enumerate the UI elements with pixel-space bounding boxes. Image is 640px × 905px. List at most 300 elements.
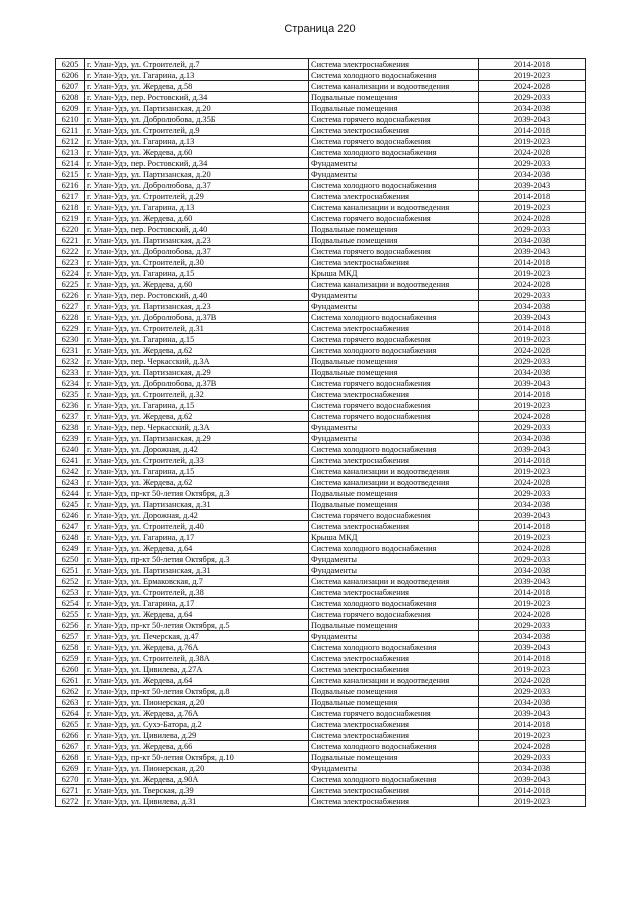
table-row <box>56 785 586 796</box>
work-type-cell: Система канализации и водоотведения <box>309 202 479 213</box>
address-cell: г. Улан-Удэ, пр-кт 50-летия Октября, д.8 <box>85 686 309 697</box>
address-cell: г. Улан-Удэ, ул. Партизанская, д.31 <box>85 499 309 510</box>
work-type-cell: Система канализации и водоотведения <box>309 466 479 477</box>
work-type-cell: Крыша МКД <box>309 268 479 279</box>
table-row <box>56 587 586 598</box>
row-number: 6263 <box>56 697 85 708</box>
address-cell: г. Улан-Удэ, ул. Дорожная, д.42 <box>85 444 309 455</box>
address-cell: г. Улан-Удэ, пер. Ростовский, д.34 <box>85 158 309 169</box>
row-number: 6233 <box>56 367 85 378</box>
table-row <box>56 488 586 499</box>
address-cell: г. Улан-Удэ, ул. Жердева, д.62 <box>85 345 309 356</box>
work-type-cell: Система горячего водоснабжения <box>309 136 479 147</box>
row-number: 6249 <box>56 543 85 554</box>
address-cell: г. Улан-Удэ, ул. Добролюбова, д.37 <box>85 180 309 191</box>
row-number: 6220 <box>56 224 85 235</box>
work-type-cell: Подвальные помещения <box>309 367 479 378</box>
address-cell: г. Улан-Удэ, ул. Строителей, д.33 <box>85 455 309 466</box>
row-number: 6234 <box>56 378 85 389</box>
period-cell: 2014-2018 <box>479 257 586 268</box>
period-cell: 2029-2033 <box>479 92 586 103</box>
address-cell: г. Улан-Удэ, ул. Добролюбова, д.35Б <box>85 114 309 125</box>
row-number: 6270 <box>56 774 85 785</box>
table-row <box>56 664 586 675</box>
address-cell: г. Улан-Удэ, пер. Ростовский, д.40 <box>85 224 309 235</box>
table-row <box>56 312 586 323</box>
period-cell: 2024-2028 <box>479 675 586 686</box>
work-type-cell: Система горячего водоснабжения <box>309 510 479 521</box>
work-type-cell: Система электроснабжения <box>309 59 479 70</box>
work-type-cell: Система канализации и водоотведения <box>309 675 479 686</box>
row-number: 6207 <box>56 81 85 92</box>
work-type-cell: Фундаменты <box>309 565 479 576</box>
row-number: 6217 <box>56 191 85 202</box>
work-type-cell: Подвальные помещения <box>309 224 479 235</box>
period-cell: 2029-2033 <box>479 686 586 697</box>
row-number: 6237 <box>56 411 85 422</box>
work-type-cell: Система горячего водоснабжения <box>309 114 479 125</box>
repair-schedule-table <box>55 58 586 807</box>
period-cell: 2039-2043 <box>479 180 586 191</box>
work-type-cell: Система холодного водоснабжения <box>309 598 479 609</box>
address-cell: г. Улан-Удэ, ул. Строителей, д.9 <box>85 125 309 136</box>
table-row <box>56 741 586 752</box>
address-cell: г. Улан-Удэ, пр-кт 50-летия Октября, д.3 <box>85 554 309 565</box>
work-type-cell: Система электроснабжения <box>309 125 479 136</box>
table-row <box>56 367 586 378</box>
work-type-cell: Система электроснабжения <box>309 587 479 598</box>
table-row <box>56 730 586 741</box>
period-cell: 2034-2038 <box>479 631 586 642</box>
address-cell: г. Улан-Удэ, ул. Партизанская, д.29 <box>85 367 309 378</box>
period-cell: 2014-2018 <box>479 191 586 202</box>
work-type-cell: Система холодного водоснабжения <box>309 70 479 81</box>
period-cell: 2034-2038 <box>479 169 586 180</box>
work-type-cell: Система холодного водоснабжения <box>309 741 479 752</box>
row-number: 6264 <box>56 708 85 719</box>
period-cell: 2019-2023 <box>479 664 586 675</box>
address-cell: г. Улан-Удэ, ул. Гагарина, д.13 <box>85 70 309 81</box>
table-row <box>56 774 586 785</box>
work-type-cell: Фундаменты <box>309 433 479 444</box>
address-cell: г. Улан-Удэ, ул. Добролюбова, д.37 <box>85 246 309 257</box>
address-cell: г. Улан-Удэ, ул. Жердева, д.60 <box>85 147 309 158</box>
table-row <box>56 642 586 653</box>
row-number: 6268 <box>56 752 85 763</box>
work-type-cell: Система электроснабжения <box>309 191 479 202</box>
work-type-cell: Система электроснабжения <box>309 389 479 400</box>
period-cell: 2039-2043 <box>479 246 586 257</box>
address-cell: г. Улан-Удэ, ул. Строителей, д.31 <box>85 323 309 334</box>
table-row <box>56 268 586 279</box>
work-type-cell: Подвальные помещения <box>309 103 479 114</box>
table-row <box>56 455 586 466</box>
row-number: 6212 <box>56 136 85 147</box>
work-type-cell: Фундаменты <box>309 763 479 774</box>
work-type-cell: Система горячего водоснабжения <box>309 708 479 719</box>
table-row <box>56 576 586 587</box>
table-row <box>56 356 586 367</box>
work-type-cell: Подвальные помещения <box>309 697 479 708</box>
period-cell: 2019-2023 <box>479 334 586 345</box>
address-cell: г. Улан-Удэ, ул. Жердева, д.58 <box>85 81 309 92</box>
address-cell: г. Улан-Удэ, ул. Строителей, д.32 <box>85 389 309 400</box>
table-row <box>56 796 586 807</box>
table-row <box>56 301 586 312</box>
table-row <box>56 70 586 81</box>
row-number: 6244 <box>56 488 85 499</box>
address-cell: г. Улан-Удэ, ул. Партизанская, д.23 <box>85 301 309 312</box>
address-cell: г. Улан-Удэ, ул. Партизанская, д.29 <box>85 433 309 444</box>
work-type-cell: Система холодного водоснабжения <box>309 180 479 191</box>
table-row <box>56 81 586 92</box>
row-number: 6231 <box>56 345 85 356</box>
address-cell: г. Улан-Удэ, ул. Жердева, д.76А <box>85 642 309 653</box>
address-cell: г. Улан-Удэ, ул. Добролюбова, д.37В <box>85 312 309 323</box>
row-number: 6216 <box>56 180 85 191</box>
address-cell: г. Улан-Удэ, ул. Жердева, д.62 <box>85 477 309 488</box>
period-cell: 2039-2043 <box>479 708 586 719</box>
address-cell: г. Улан-Удэ, ул. Пионерская, д.20 <box>85 763 309 774</box>
address-cell: г. Улан-Удэ, ул. Ермаковская, д.7 <box>85 576 309 587</box>
period-cell: 2029-2033 <box>479 158 586 169</box>
row-number: 6260 <box>56 664 85 675</box>
row-number: 6224 <box>56 268 85 279</box>
address-cell: г. Улан-Удэ, ул. Жердева, д.64 <box>85 543 309 554</box>
address-cell: г. Улан-Удэ, пр-кт 50-летия Октября, д.10 <box>85 752 309 763</box>
period-cell: 2019-2023 <box>479 796 586 807</box>
work-type-cell: Подвальные помещения <box>309 488 479 499</box>
work-type-cell: Система канализации и водоотведения <box>309 81 479 92</box>
row-number: 6222 <box>56 246 85 257</box>
row-number: 6211 <box>56 125 85 136</box>
address-cell: г. Улан-Удэ, ул. Жердева, д.66 <box>85 741 309 752</box>
work-type-cell: Фундаменты <box>309 631 479 642</box>
table-row <box>56 147 586 158</box>
row-number: 6208 <box>56 92 85 103</box>
address-cell: г. Улан-Удэ, ул. Жердева, д.64 <box>85 609 309 620</box>
period-cell: 2014-2018 <box>479 587 586 598</box>
row-number: 6255 <box>56 609 85 620</box>
period-cell: 2014-2018 <box>479 653 586 664</box>
work-type-cell: Система канализации и водоотведения <box>309 279 479 290</box>
period-cell: 2019-2023 <box>479 70 586 81</box>
work-type-cell: Система холодного водоснабжения <box>309 345 479 356</box>
address-cell: г. Улан-Удэ, ул. Жердева, д.60 <box>85 213 309 224</box>
table-row <box>56 114 586 125</box>
work-type-cell: Система электроснабжения <box>309 730 479 741</box>
table-row <box>56 345 586 356</box>
table-row <box>56 543 586 554</box>
row-number: 6210 <box>56 114 85 125</box>
period-cell: 2034-2038 <box>479 763 586 774</box>
table-row <box>56 378 586 389</box>
row-number: 6213 <box>56 147 85 158</box>
work-type-cell: Система электроснабжения <box>309 785 479 796</box>
row-number: 6229 <box>56 323 85 334</box>
address-cell: г. Улан-Удэ, ул. Строителей, д.7 <box>85 59 309 70</box>
row-number: 6236 <box>56 400 85 411</box>
row-number: 6257 <box>56 631 85 642</box>
period-cell: 2029-2033 <box>479 488 586 499</box>
work-type-cell: Система электроснабжения <box>309 323 479 334</box>
row-number: 6266 <box>56 730 85 741</box>
table-row <box>56 752 586 763</box>
table-row <box>56 191 586 202</box>
period-cell: 2024-2028 <box>479 147 586 158</box>
address-cell: г. Улан-Удэ, пер. Ростовский, д.34 <box>85 92 309 103</box>
period-cell: 2019-2023 <box>479 202 586 213</box>
period-cell: 2029-2033 <box>479 554 586 565</box>
address-cell: г. Улан-Удэ, ул. Жердева, д.90А <box>85 774 309 785</box>
table-row <box>56 763 586 774</box>
work-type-cell: Подвальные помещения <box>309 620 479 631</box>
work-type-cell: Фундаменты <box>309 422 479 433</box>
period-cell: 2034-2038 <box>479 433 586 444</box>
table-row <box>56 389 586 400</box>
period-cell: 2014-2018 <box>479 455 586 466</box>
table-row <box>56 532 586 543</box>
table-row <box>56 213 586 224</box>
period-cell: 2024-2028 <box>479 279 586 290</box>
table-row <box>56 323 586 334</box>
row-number: 6267 <box>56 741 85 752</box>
table-row <box>56 675 586 686</box>
period-cell: 2029-2033 <box>479 290 586 301</box>
table-row <box>56 433 586 444</box>
work-type-cell: Подвальные помещения <box>309 92 479 103</box>
row-number: 6271 <box>56 785 85 796</box>
table-row <box>56 290 586 301</box>
work-type-cell: Система холодного водоснабжения <box>309 642 479 653</box>
table-row <box>56 609 586 620</box>
work-type-cell: Фундаменты <box>309 169 479 180</box>
table-row <box>56 257 586 268</box>
period-cell: 2019-2023 <box>479 268 586 279</box>
row-number: 6269 <box>56 763 85 774</box>
row-number: 6230 <box>56 334 85 345</box>
work-type-cell: Фундаменты <box>309 290 479 301</box>
table-row <box>56 620 586 631</box>
table-row <box>56 510 586 521</box>
address-cell: г. Улан-Удэ, ул. Партизанская, д.20 <box>85 169 309 180</box>
table-row <box>56 411 586 422</box>
address-cell: г. Улан-Удэ, ул. Строителей, д.38А <box>85 653 309 664</box>
row-number: 6272 <box>56 796 85 807</box>
row-number: 6247 <box>56 521 85 532</box>
address-cell: г. Улан-Удэ, ул. Цивилева, д.27А <box>85 664 309 675</box>
table-row <box>56 521 586 532</box>
table-row <box>56 279 586 290</box>
period-cell: 2039-2043 <box>479 312 586 323</box>
address-cell: г. Улан-Удэ, ул. Сухэ-Батора, д.2 <box>85 719 309 730</box>
work-type-cell: Подвальные помещения <box>309 686 479 697</box>
period-cell: 2024-2028 <box>479 213 586 224</box>
address-cell: г. Улан-Удэ, ул. Партизанская, д.31 <box>85 565 309 576</box>
address-cell: г. Улан-Удэ, пр-кт 50-летия Октября, д.5 <box>85 620 309 631</box>
table-body <box>56 59 586 807</box>
address-cell: г. Улан-Удэ, ул. Жердева, д.62 <box>85 411 309 422</box>
period-cell: 2034-2038 <box>479 301 586 312</box>
row-number: 6214 <box>56 158 85 169</box>
period-cell: 2039-2043 <box>479 774 586 785</box>
row-number: 6240 <box>56 444 85 455</box>
table-row <box>56 697 586 708</box>
row-number: 6259 <box>56 653 85 664</box>
address-cell: г. Улан-Удэ, ул. Гагарина, д.17 <box>85 598 309 609</box>
period-cell: 2029-2033 <box>479 356 586 367</box>
row-number: 6241 <box>56 455 85 466</box>
row-number: 6251 <box>56 565 85 576</box>
address-cell: г. Улан-Удэ, ул. Цивилева, д.31 <box>85 796 309 807</box>
row-number: 6218 <box>56 202 85 213</box>
row-number: 6261 <box>56 675 85 686</box>
table-row <box>56 246 586 257</box>
period-cell: 2034-2038 <box>479 235 586 246</box>
work-type-cell: Система холодного водоснабжения <box>309 543 479 554</box>
table-row <box>56 180 586 191</box>
address-cell: г. Улан-Удэ, ул. Пионерская, д.20 <box>85 697 309 708</box>
period-cell: 2014-2018 <box>479 719 586 730</box>
period-cell: 2034-2038 <box>479 499 586 510</box>
period-cell: 2029-2033 <box>479 752 586 763</box>
work-type-cell: Система канализации и водоотведения <box>309 576 479 587</box>
period-cell: 2024-2028 <box>479 543 586 554</box>
row-number: 6253 <box>56 587 85 598</box>
work-type-cell: Система холодного водоснабжения <box>309 444 479 455</box>
row-number: 6250 <box>56 554 85 565</box>
table-row <box>56 466 586 477</box>
table-row <box>56 136 586 147</box>
period-cell: 2014-2018 <box>479 785 586 796</box>
period-cell: 2024-2028 <box>479 741 586 752</box>
row-number: 6256 <box>56 620 85 631</box>
address-cell: г. Улан-Удэ, ул. Партизанская, д.23 <box>85 235 309 246</box>
address-cell: г. Улан-Удэ, ул. Тверская, д.39 <box>85 785 309 796</box>
address-cell: г. Улан-Удэ, пр-кт 50-летия Октября, д.3 <box>85 488 309 499</box>
table-row <box>56 444 586 455</box>
row-number: 6219 <box>56 213 85 224</box>
work-type-cell: Подвальные помещения <box>309 752 479 763</box>
period-cell: 2019-2023 <box>479 400 586 411</box>
work-type-cell: Система холодного водоснабжения <box>309 774 479 785</box>
row-number: 6226 <box>56 290 85 301</box>
work-type-cell: Подвальные помещения <box>309 499 479 510</box>
row-number: 6239 <box>56 433 85 444</box>
table-row <box>56 477 586 488</box>
work-type-cell: Система электроснабжения <box>309 796 479 807</box>
period-cell: 2034-2038 <box>479 697 586 708</box>
work-type-cell: Система холодного водоснабжения <box>309 312 479 323</box>
work-type-cell: Фундаменты <box>309 158 479 169</box>
table-row <box>56 422 586 433</box>
address-cell: г. Улан-Удэ, ул. Гагарина, д.13 <box>85 202 309 213</box>
table-row <box>56 92 586 103</box>
row-number: 6243 <box>56 477 85 488</box>
row-number: 6215 <box>56 169 85 180</box>
period-cell: 2024-2028 <box>479 81 586 92</box>
period-cell: 2039-2043 <box>479 576 586 587</box>
period-cell: 2039-2043 <box>479 642 586 653</box>
page-title: Страница 220 <box>284 23 356 35</box>
address-cell: г. Улан-Удэ, ул. Жердева, д.60 <box>85 279 309 290</box>
period-cell: 2014-2018 <box>479 59 586 70</box>
address-cell: г. Улан-Удэ, ул. Партизанская, д.20 <box>85 103 309 114</box>
period-cell: 2039-2043 <box>479 444 586 455</box>
address-cell: г. Улан-Удэ, ул. Жердева, д.76А <box>85 708 309 719</box>
table-row <box>56 400 586 411</box>
work-type-cell: Система электроснабжения <box>309 664 479 675</box>
row-number: 6246 <box>56 510 85 521</box>
period-cell: 2029-2033 <box>479 422 586 433</box>
row-number: 6227 <box>56 301 85 312</box>
row-number: 6252 <box>56 576 85 587</box>
period-cell: 2014-2018 <box>479 521 586 532</box>
address-cell: г. Улан-Удэ, пер. Ростовский, д.40 <box>85 290 309 301</box>
work-type-cell: Система канализации и водоотведения <box>309 477 479 488</box>
work-type-cell: Система горячего водоснабжения <box>309 246 479 257</box>
table-row <box>56 158 586 169</box>
period-cell: 2019-2023 <box>479 730 586 741</box>
row-number: 6221 <box>56 235 85 246</box>
row-number: 6205 <box>56 59 85 70</box>
table-row <box>56 686 586 697</box>
work-type-cell: Система горячего водоснабжения <box>309 609 479 620</box>
period-cell: 2019-2023 <box>479 598 586 609</box>
address-cell: г. Улан-Удэ, пер. Черкасский, д.3А <box>85 422 309 433</box>
table-row <box>56 598 586 609</box>
work-type-cell: Система электроснабжения <box>309 653 479 664</box>
work-type-cell: Подвальные помещения <box>309 235 479 246</box>
address-cell: г. Улан-Удэ, ул. Гагарина, д.17 <box>85 532 309 543</box>
row-number: 6225 <box>56 279 85 290</box>
row-number: 6258 <box>56 642 85 653</box>
address-cell: г. Улан-Удэ, ул. Печерская, д.47 <box>85 631 309 642</box>
work-type-cell: Система электроснабжения <box>309 521 479 532</box>
row-number: 6228 <box>56 312 85 323</box>
table-row <box>56 235 586 246</box>
address-cell: г. Улан-Удэ, ул. Строителей, д.29 <box>85 191 309 202</box>
work-type-cell: Фундаменты <box>309 301 479 312</box>
address-cell: г. Улан-Удэ, ул. Строителей, д.38 <box>85 587 309 598</box>
address-cell: г. Улан-Удэ, ул. Жердева, д.64 <box>85 675 309 686</box>
table-row <box>56 334 586 345</box>
period-cell: 2024-2028 <box>479 345 586 356</box>
row-number: 6235 <box>56 389 85 400</box>
row-number: 6209 <box>56 103 85 114</box>
address-cell: г. Улан-Удэ, ул. Гагарина, д.15 <box>85 334 309 345</box>
work-type-cell: Система электроснабжения <box>309 455 479 466</box>
address-cell: г. Улан-Удэ, ул. Строителей, д.30 <box>85 257 309 268</box>
period-cell: 2034-2038 <box>479 367 586 378</box>
period-cell: 2024-2028 <box>479 411 586 422</box>
work-type-cell: Система холодного водоснабжения <box>309 147 479 158</box>
table-row <box>56 224 586 235</box>
table-row <box>56 719 586 730</box>
period-cell: 2019-2023 <box>479 136 586 147</box>
row-number: 6206 <box>56 70 85 81</box>
period-cell: 2034-2038 <box>479 103 586 114</box>
period-cell: 2034-2038 <box>479 565 586 576</box>
work-type-cell: Система электроснабжения <box>309 257 479 268</box>
address-cell: г. Улан-Удэ, ул. Цивилева, д.29 <box>85 730 309 741</box>
row-number: 6262 <box>56 686 85 697</box>
period-cell: 2019-2023 <box>479 532 586 543</box>
work-type-cell: Система горячего водоснабжения <box>309 378 479 389</box>
period-cell: 2019-2023 <box>479 466 586 477</box>
period-cell: 2024-2028 <box>479 609 586 620</box>
table-row <box>56 565 586 576</box>
